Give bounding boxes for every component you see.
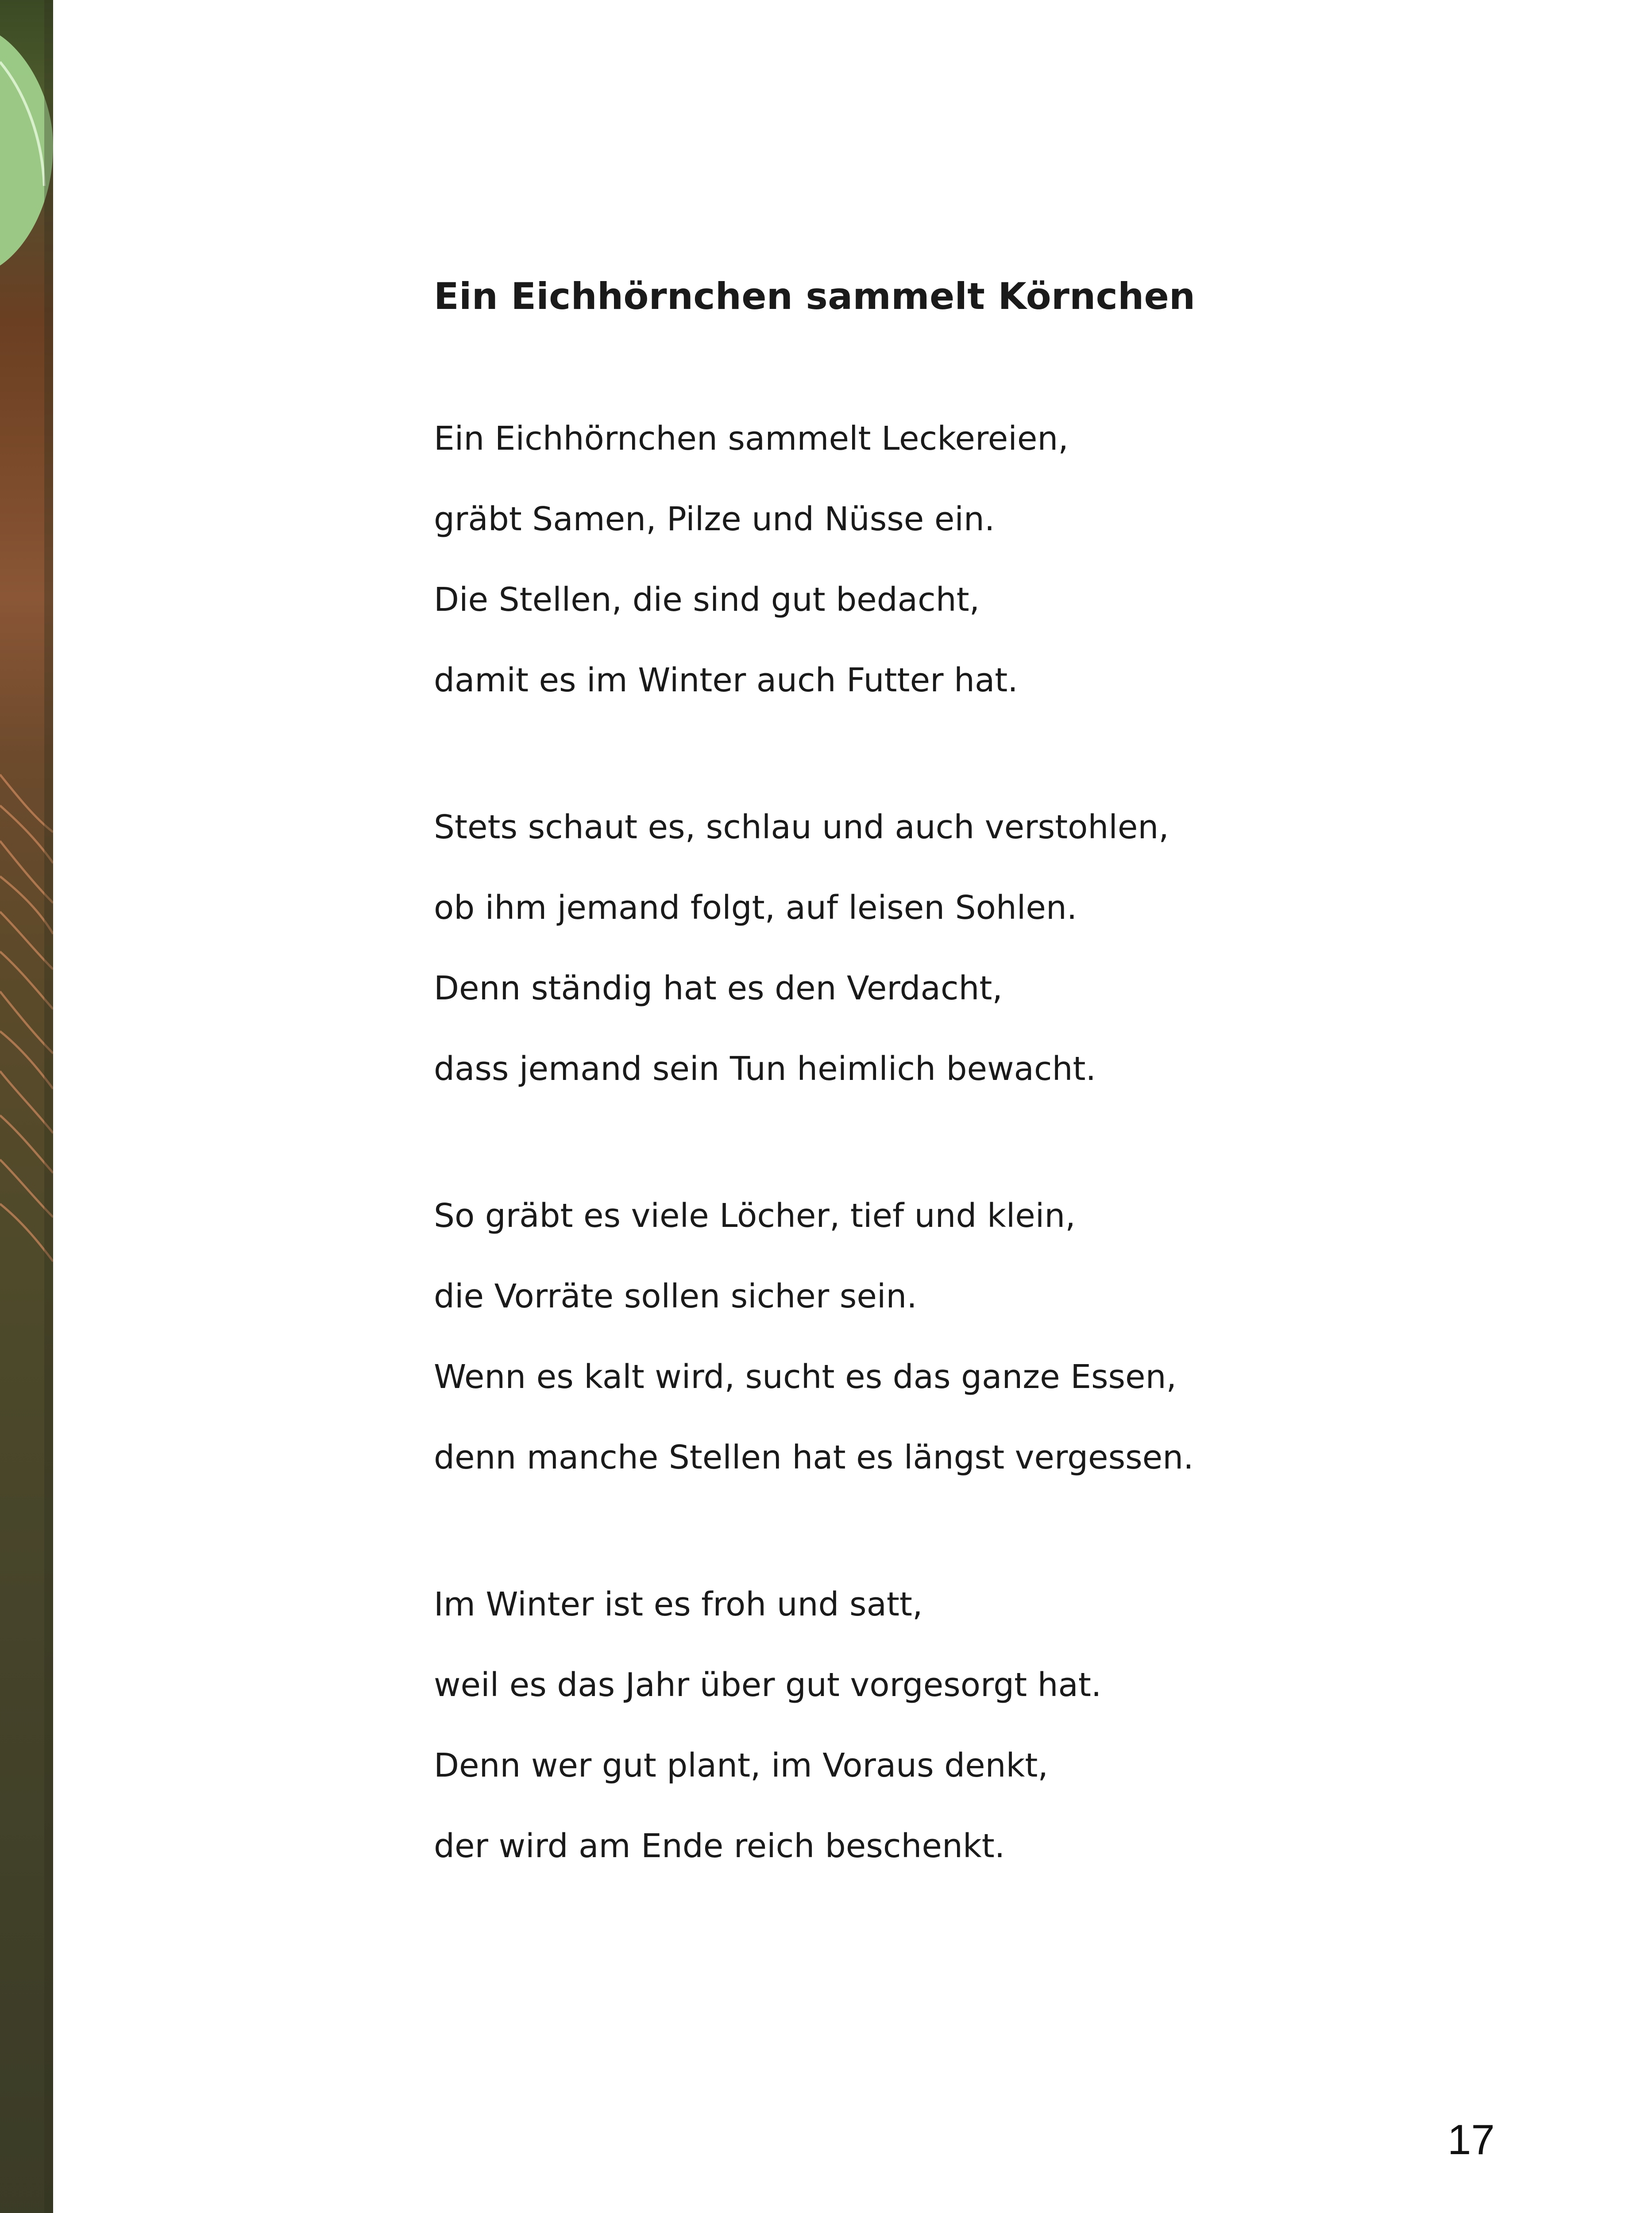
poem-line: dass jemand sein Tun heimlich bewacht. [434,1050,1096,1088]
poem-line: Denn ständig hat es den Verdacht, [434,969,1003,1007]
poem-line: Denn wer gut plant, im Voraus denkt, [434,1746,1048,1785]
squirrel-photo-strip [0,0,53,2213]
poem-line: denn manche Stellen hat es längst vergessen. [434,1438,1194,1477]
stanza-1 [434,398,1452,721]
poem-line: gräbt Samen, Pilze und Nüsse ein. [434,500,995,538]
poem-line: damit es im Winter auch Futter hat. [434,661,1018,699]
poem-line: Die Stellen, die sind gut bedacht, [434,581,980,619]
stanza-4 [434,1564,1452,1886]
poem-line: Im Winter ist es froh und satt, [434,1585,923,1623]
poem-line: Stets schaut es, schlau und auch verstohlen, [434,808,1169,846]
poem-line: So gräbt es viele Löcher, tief und klein, [434,1197,1076,1235]
poem [434,261,1452,1886]
stanza-3 [434,1176,1452,1498]
poem-line: der wird am Ende reich beschenkt. [434,1827,1005,1865]
poem-line: weil es das Jahr über gut vorgesorgt hat. [434,1666,1102,1704]
stanza-2 [434,787,1452,1109]
poem-line: die Vorräte sollen sicher sein. [434,1277,917,1315]
poem-line: Wenn es kalt wird, sucht es das ganze Essen, [434,1358,1177,1396]
page-number: 17 [1447,2116,1495,2163]
poem-line: ob ihm jemand folgt, auf leisen Sohlen. [434,889,1077,927]
photo-detail-graphic [0,0,53,2213]
poem-line: Ein Eichhörnchen sammelt Leckereien, [434,420,1069,458]
poem-title: Ein Eichhörnchen sammelt Körnchen [434,275,1196,318]
